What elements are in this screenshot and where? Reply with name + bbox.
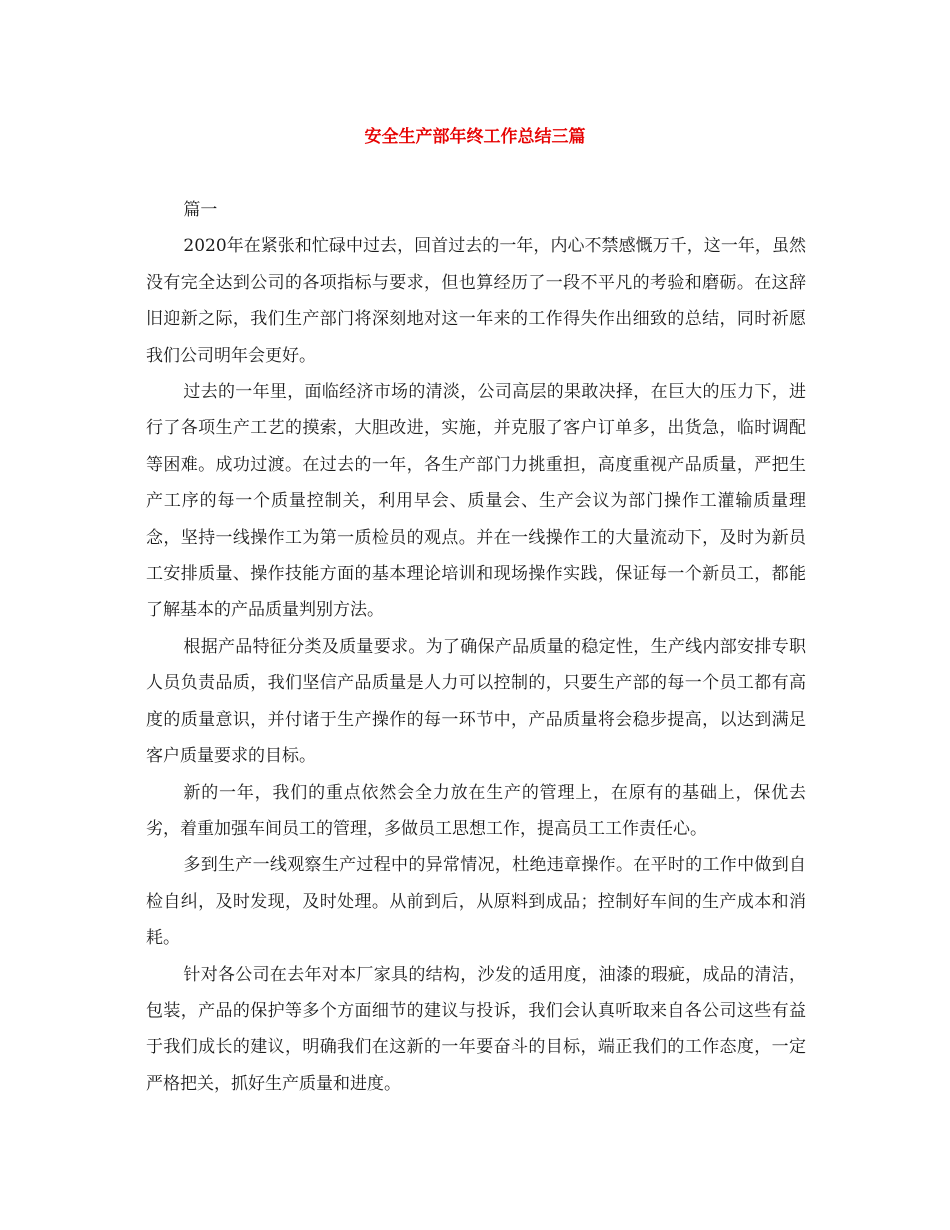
paragraph-4: 新的一年，我们的重点依然会全力放在生产的管理上，在原有的基础上，保优去劣，着重加强车间员工的管理，多做员工思想工作，提高员工工作责任心。: [146, 782, 806, 839]
paragraph-3: 根据产品特征分类及质量要求。为了确保产品质量的稳定性，生产线内部安排专职人员负责品质，我们坚信产品质量是人力可以控制的，只要生产部的每一个员工都有高度的质量意识，并付诸于生产操作的每一环节中，产品质量将会稳步提高，以达到满足客户质量要求的目标。: [146, 636, 806, 767]
document-body: [146, 192, 806, 1102]
paragraph-6: 针对各公司在去年对本厂家具的结构，沙发的适用度，油漆的瑕疵，成品的清洁，包装，产品的保护等多个方面细节的建议与投诉，我们会认真听取来自各公司这些有益于我们成长的建议，明确我们在这新的一年要奋斗的目标，端正我们的工作态度，一定严格把关，抓好生产质量和进度。: [146, 964, 806, 1094]
document-title: 安全生产部年终工作总结三篇: [364, 127, 586, 147]
paragraph-2: 过去的一年里，面临经济市场的清淡，公司高层的果敢决择，在巨大的压力下，进行了各项生产工艺的摸索，大胆改进，实施，并克服了客户订单多，出货急，临时调配等困难。成功过渡。在过去的一年，各生产部门力挑重担，高度重视产品质量，严把生产工序的每一个质量控制关，利用早会、质量会、生产会议为部门操作工灌输质量理念，坚持一线操作工为第一质检员的观点。并在一线操作工的大量流动下，及时为新员工安排质量、操作技能方面的基本理论培训和现场操作实践，保证每一个新员工，都能了解基本的产品质量判别方法。: [146, 382, 806, 621]
paragraph-1: 2020年在紧张和忙碌中过去，回首过去的一年，内心不禁感慨万千，这一年，虽然没有完全达到公司的各项指标与要求，但也算经历了一段不平凡的考验和磨砺。在这辞旧迎新之际，我们生产部门将深刻地对这一年来的工作得失作出细致的总结，同时祈愿我们公司明年会更好。: [146, 236, 806, 366]
section-heading: 篇一: [183, 200, 218, 220]
paragraph-5: 多到生产一线观察生产过程中的异常情况，杜绝违章操作。在平时的工作中做到自检自纠，及时发现，及时处理。从前到后，从原料到成品；控制好车间的生产成本和消耗。: [146, 855, 806, 949]
